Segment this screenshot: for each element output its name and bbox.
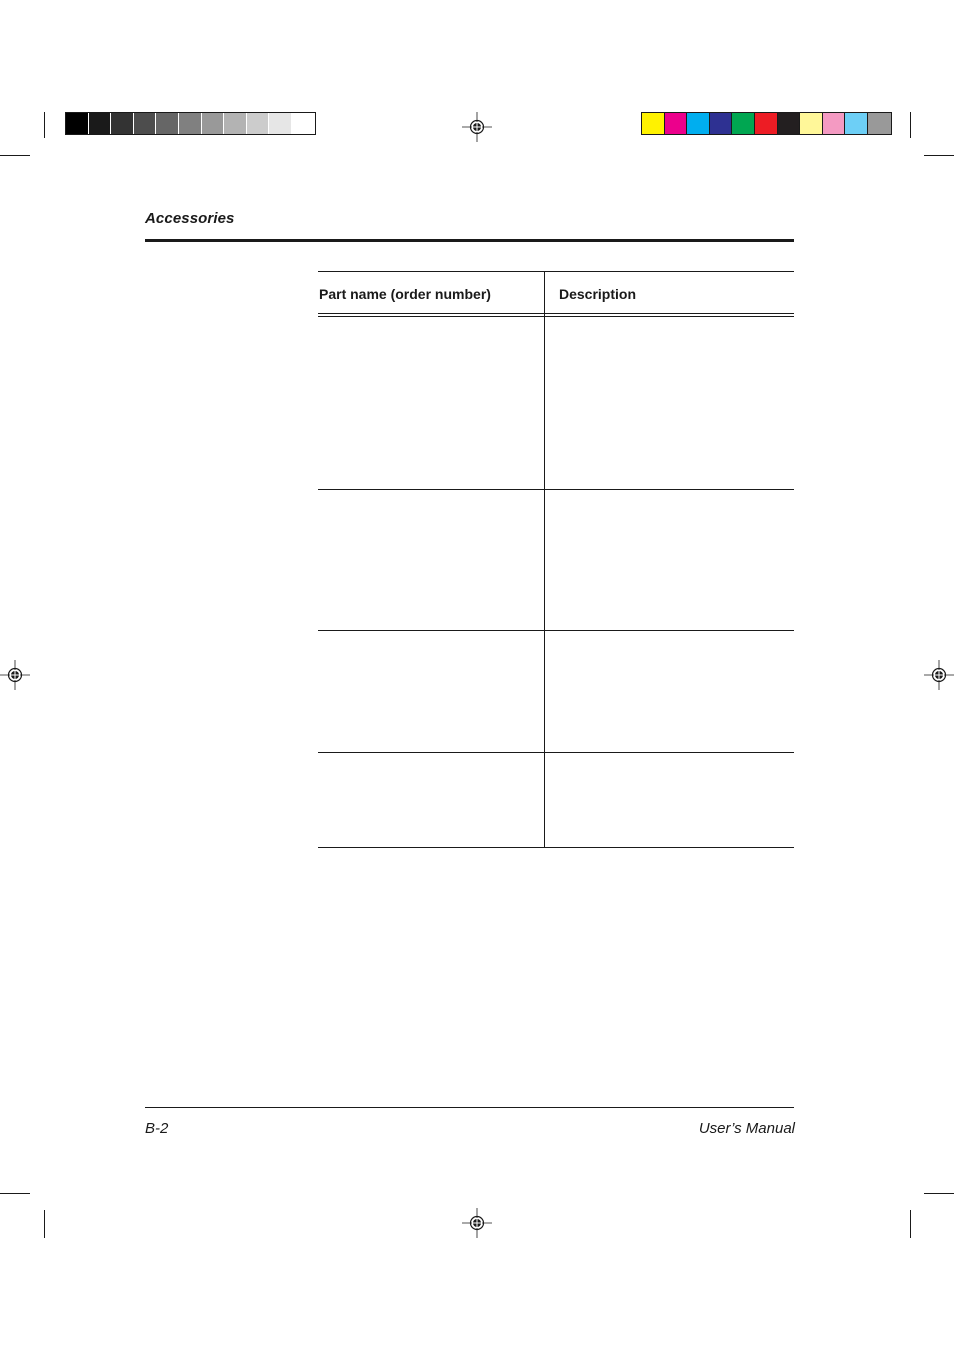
gray-swatch — [224, 113, 247, 134]
page-number: B-2 — [145, 1120, 169, 1137]
gray-swatch — [156, 113, 179, 134]
footer-rule — [145, 1107, 794, 1108]
color-swatch — [710, 113, 733, 134]
column-divider — [544, 271, 545, 848]
color-calibration-bar — [641, 112, 892, 135]
gray-swatch — [292, 113, 315, 134]
table-row — [318, 631, 794, 752]
table-row — [318, 317, 794, 489]
registration-mark-icon — [462, 112, 492, 142]
gray-swatch — [134, 113, 157, 134]
manual-title: User’s Manual — [698, 1120, 795, 1137]
gray-swatch — [89, 113, 112, 134]
crop-mark — [924, 1193, 954, 1194]
color-swatch — [687, 113, 710, 134]
registration-mark-icon — [0, 660, 30, 690]
color-swatch — [665, 113, 688, 134]
header-rule — [145, 239, 794, 242]
gray-swatch — [202, 113, 225, 134]
registration-mark-icon — [924, 660, 954, 690]
gray-swatch — [179, 113, 202, 134]
crop-mark — [910, 1210, 911, 1238]
color-swatch — [800, 113, 823, 134]
gray-swatch — [247, 113, 270, 134]
color-swatch — [823, 113, 846, 134]
gray-swatch — [111, 113, 134, 134]
gray-swatch — [66, 113, 89, 134]
table-top-rule — [318, 271, 794, 272]
color-swatch — [755, 113, 778, 134]
color-swatch — [642, 113, 665, 134]
column-header-part-name: Part name (order number) — [319, 286, 491, 302]
accessories-table — [318, 271, 794, 848]
crop-mark — [924, 155, 954, 156]
color-swatch — [868, 113, 891, 134]
column-header-description: Description — [559, 286, 637, 302]
header-divider — [318, 313, 794, 314]
table-bottom-rule — [318, 847, 794, 848]
crop-mark — [44, 112, 45, 138]
color-swatch — [732, 113, 755, 134]
gray-swatch — [269, 113, 292, 134]
table-row — [318, 490, 794, 630]
color-swatch — [845, 113, 868, 134]
grayscale-calibration-bar — [65, 112, 316, 135]
crop-mark — [910, 112, 911, 138]
crop-mark — [44, 1210, 45, 1238]
registration-mark-icon — [462, 1208, 492, 1238]
table-row — [318, 753, 794, 847]
crop-mark — [0, 1193, 30, 1194]
section-title: Accessories — [145, 210, 235, 227]
color-swatch — [778, 113, 801, 134]
crop-mark — [0, 155, 30, 156]
